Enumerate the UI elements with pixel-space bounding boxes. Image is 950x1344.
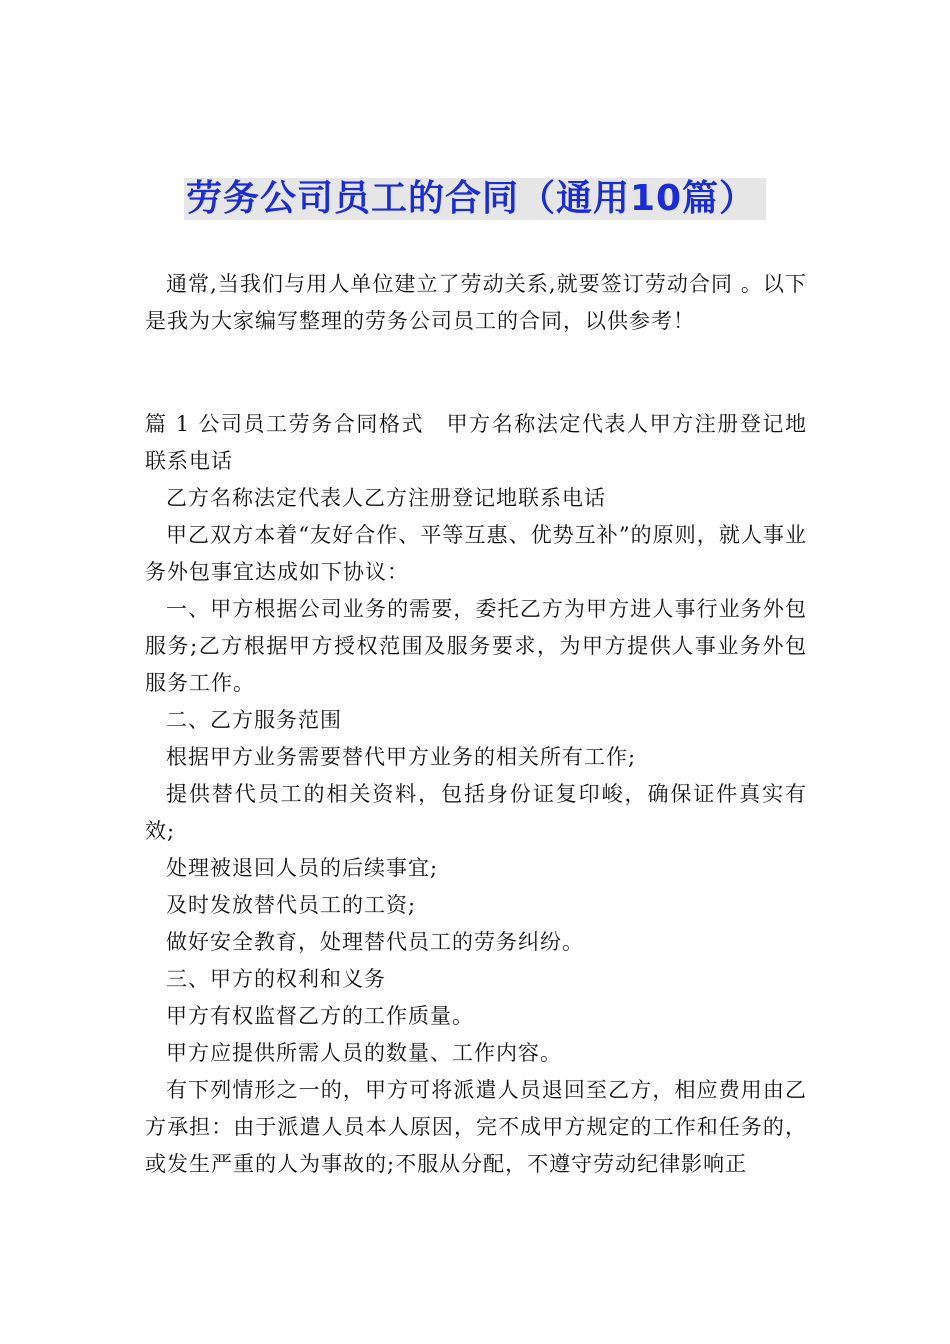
paragraph-contract-header: 篇 1 公司员工劳务合同格式 甲方名称法定代表人甲方注册登记地联系电话 bbox=[145, 412, 807, 473]
document-body bbox=[145, 266, 807, 1183]
paragraph-section-3-heading: 三、甲方的权利和义务 bbox=[166, 967, 386, 991]
paragraph-party-b: 乙方名称法定代表人乙方注册登记地联系电话 bbox=[166, 486, 606, 510]
paragraph-item: 处理被退回人员的后续事宜; bbox=[166, 856, 439, 880]
paragraph-item: 提供替代员工的相关资料，包括身份证复印峻，确保证件真实有效; bbox=[145, 782, 807, 843]
document-title: 劳务公司员工的合同（通用10篇） bbox=[184, 178, 766, 220]
paragraph-clause-1: 一、甲方根据公司业务的需要，委托乙方为甲方进人事行业务外包服务;乙方根据甲方授权范围及服务要求，为甲方提供人事业务外包服务工作。 bbox=[145, 597, 807, 695]
title-wrap bbox=[0, 178, 950, 220]
paragraph-item: 有下列情形之一的，甲方可将派遣人员退回至乙方，相应费用由乙方承担：由于派遣人员本人原因，完不成甲方规定的工作和任务的，或发生严重的人为事故的;不服从分配，不遵守劳动纪律影响正 bbox=[145, 1078, 807, 1176]
intro-paragraph: 通常,当我们与用人单位建立了劳动关系,就要签订劳动合同 。以下是我为大家编写整理的劳务公司员工的合同，以供参考！ bbox=[145, 272, 807, 333]
paragraph-item: 做好安全教育，处理替代员工的劳务纠纷。 bbox=[166, 930, 584, 954]
paragraph-section-2-heading: 二、乙方服务范围 bbox=[166, 708, 342, 732]
paragraph-item: 甲方有权监督乙方的工作质量。 bbox=[166, 1004, 474, 1028]
paragraph-item: 及时发放替代员工的工资; bbox=[166, 893, 417, 917]
paragraph-item: 甲方应提供所需人员的数量、工作内容。 bbox=[166, 1041, 562, 1065]
paragraph-principle: 甲乙双方本着“友好合作、平等互惠、优势互补”的原则，就人事业务外包事宜达成如下协议： bbox=[145, 523, 807, 584]
paragraph-item: 根据甲方业务需要替代甲方业务的相关所有工作; bbox=[166, 745, 637, 769]
